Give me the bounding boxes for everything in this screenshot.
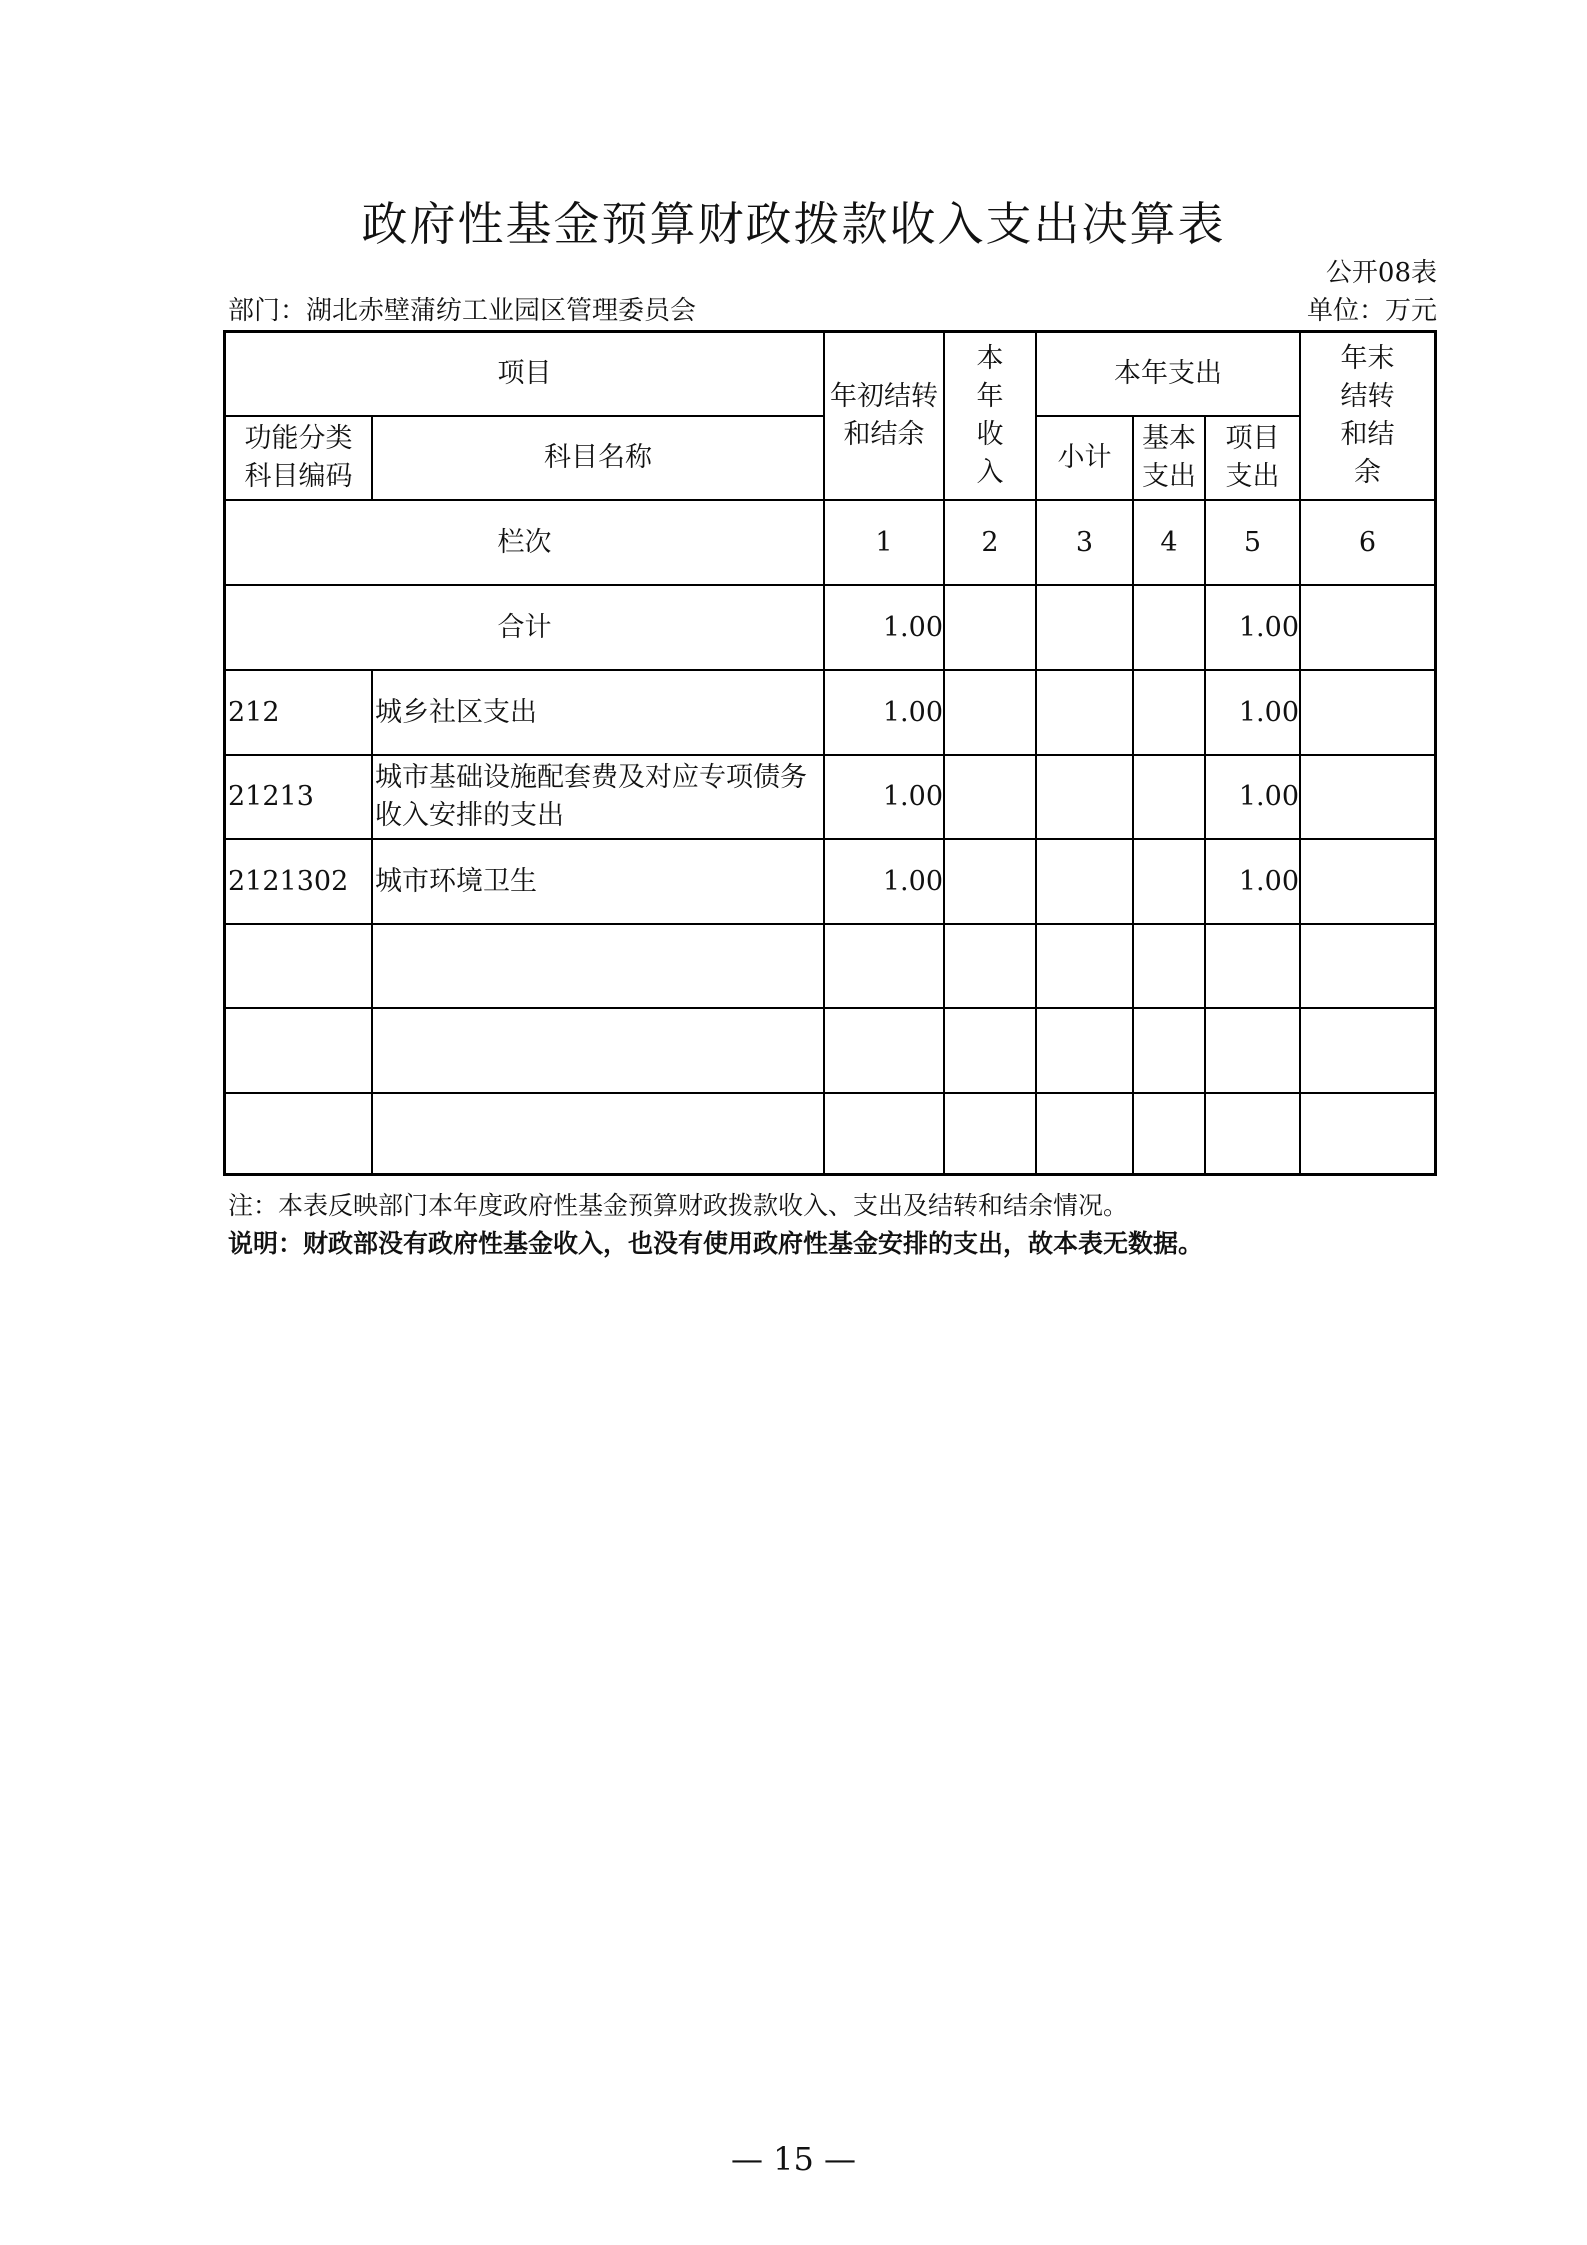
row-1-c1: 1.00: [882, 696, 943, 728]
header-project: 项目: [497, 358, 552, 389]
header-end-balance: 年末结转和结余: [1340, 343, 1395, 488]
column-no-4: 4: [1160, 526, 1178, 558]
column-no-3: 3: [1075, 526, 1094, 558]
row-2-code: 21213: [228, 781, 314, 812]
row-2-c1: 1.00: [882, 781, 943, 812]
total-c1: 1.00: [882, 611, 943, 643]
header-subject-name: 科目名称: [544, 442, 652, 473]
row-3-c5: 1.00: [1238, 865, 1299, 897]
column-no-5: 5: [1243, 526, 1262, 558]
row-3-name: 城市环境卫生: [375, 865, 537, 897]
column-no-1: 1: [875, 526, 893, 558]
header-func-code: 功能分类科目编码: [244, 423, 353, 492]
row-3-code: 2121302: [228, 865, 349, 897]
header-subtotal: 小计: [1057, 442, 1112, 473]
row-3-c1: 1.00: [882, 865, 943, 897]
row-1-c5: 1.00: [1238, 696, 1299, 728]
header-project-exp: 项目支出: [1225, 423, 1280, 492]
column-no-label: 栏次: [497, 526, 552, 558]
table-explanation: 说明：财政部没有政府性基金收入，也没有使用政府性基金安排的支出，故本表无数据。: [228, 1229, 1204, 1258]
row-2-c5: 1.00: [1238, 781, 1299, 812]
header-expense: 本年支出: [1114, 358, 1222, 389]
row-2-name: 城市基础设施配套费及对应专项债务收入安排的支出: [375, 762, 807, 831]
page-title: 政府性基金预算财政拨款收入支出决算表: [361, 197, 1226, 251]
total-c5: 1.00: [1238, 611, 1299, 643]
total-label: 合计: [497, 611, 552, 643]
header-begin-balance: 年初结转和结余: [830, 381, 938, 450]
header-basic: 基本支出: [1142, 423, 1196, 492]
department-label: 部门：湖北赤壁蒲纺工业园区管理委员会: [228, 296, 697, 326]
budget-table: [223, 330, 1437, 1176]
form-number: 公开08表: [1325, 258, 1437, 288]
row-1-name: 城乡社区支出: [375, 696, 537, 728]
column-no-2: 2: [981, 526, 999, 558]
page-number: — 15 —: [730, 2140, 857, 2178]
header-income: 本年收入: [976, 343, 1004, 488]
unit-label: 单位：万元: [1306, 296, 1437, 326]
row-1-code: 212: [228, 696, 280, 728]
column-no-6: 6: [1358, 526, 1377, 558]
table-note: 注：本表反映部门本年度政府性基金预算财政拨款收入、支出及结转和结余情况。: [228, 1191, 1129, 1220]
